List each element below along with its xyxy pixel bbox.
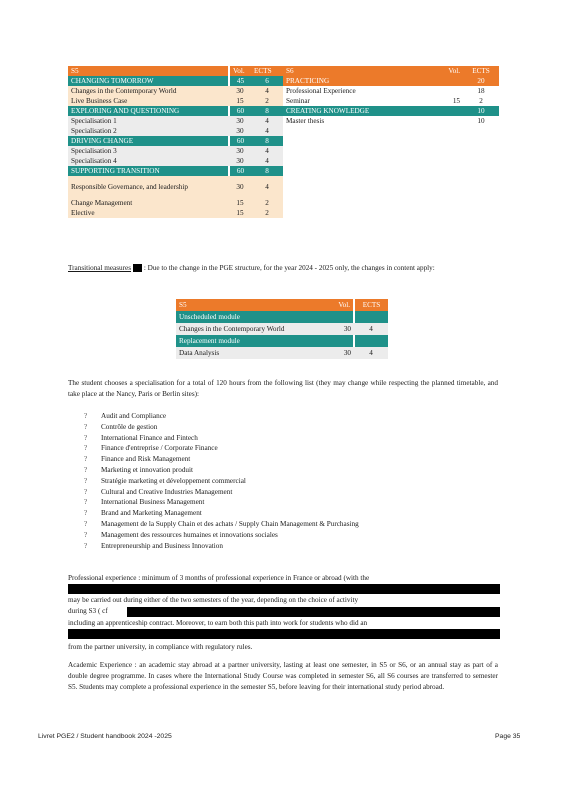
list-item: ? International Finance and Fintech: [84, 433, 198, 442]
course-label: Data Analysis: [176, 347, 326, 359]
course-vol: 15: [229, 198, 251, 208]
course-ects: 4: [251, 116, 283, 126]
replacement-table: [176, 299, 388, 359]
course-vol: 15: [229, 208, 251, 218]
bullet-icon: ?: [84, 422, 88, 431]
list-item: ? Management des ressources humaines et innovations sociales: [84, 530, 278, 539]
bullet-icon: ?: [84, 433, 88, 442]
block-title: CHANGING TOMORROW: [68, 76, 229, 86]
course-label: Changes in the Contemporary World: [176, 323, 326, 335]
course-label: Elective: [68, 208, 229, 218]
table-row: [68, 126, 499, 136]
course-vol: 30: [229, 146, 251, 156]
list-item: ? Stratégie marketing et développement commercial: [84, 476, 246, 485]
bullet-icon: ?: [84, 519, 88, 528]
course-label-s6: Master thesis: [283, 116, 441, 126]
transitional-paragraph: [68, 263, 498, 274]
course-label: Changes in the Contemporary World: [68, 86, 229, 96]
exploring-questioning-row: [68, 106, 499, 116]
course-label: Specialisation 4: [68, 156, 229, 166]
list-item: ? Marketing et innovation produit: [84, 465, 194, 474]
page-number: Page 35: [495, 733, 521, 740]
s6-vol-header: Vol.: [441, 66, 463, 76]
academic-paragraph: Academic Experience : an academic stay abroad at a partner university, lasting at least one semester, in S5 or S6, or an annual stay as part of a double degree programme. In cases where the International Study Course was completed in semester S6, all S6 courses are transferred to semester S5. Students may complete a professional experience in the semester S5, before leaving for their international study period abroad.: [68, 661, 498, 691]
course-label-s6: Seminar: [283, 96, 441, 106]
block-vol: 60: [229, 166, 251, 176]
vol-header: Vol.: [229, 66, 251, 76]
curriculum-table: [68, 66, 499, 218]
ects-header: ECTS: [251, 66, 283, 76]
footer-title: Livret PGE2 / Student handbook 2024 -2025: [38, 733, 172, 740]
course-ects: 4: [251, 156, 283, 166]
s5-header: S5: [68, 66, 229, 76]
course-ects: 2: [251, 198, 283, 208]
table-row: [68, 146, 499, 156]
list-item: ? Finance d'entreprise / Corporate Finance: [84, 444, 218, 453]
table-row: [68, 198, 499, 208]
small-vol-header: Vol.: [326, 299, 354, 311]
block-title: EXPLORING AND QUESTIONING: [68, 106, 229, 116]
professional-line-3: during S3 ( cf: [68, 607, 108, 615]
s6-ects-header: ECTS: [463, 66, 499, 76]
list-item: ? Cultural and Creative Industries Management: [84, 487, 233, 496]
professional-line-5: from the partner university, in compliance with regulatory rules.: [68, 643, 253, 651]
list-item: ? Management de la Supply Chain et des achats / Supply Chain Management & Purchasing: [84, 519, 359, 528]
block-ects: 8: [251, 106, 283, 116]
table-row: [68, 86, 499, 96]
list-item: ? Audit and Compliance: [84, 412, 167, 420]
block-title-s6: PRACTICING: [283, 76, 441, 86]
block-ects-s6: 10: [463, 106, 499, 116]
course-ects-s6: 2: [463, 96, 499, 106]
course-vol-s6: 15: [441, 96, 463, 106]
course-ects: 2: [251, 208, 283, 218]
redacted-bar: [68, 584, 500, 594]
table-row: [68, 176, 499, 198]
transitional-title: Transitional measures: [68, 264, 132, 272]
course-vol: 15: [229, 96, 251, 106]
course-ects: 2: [251, 96, 283, 106]
course-ects: 4: [251, 146, 283, 156]
block-title: DRIVING CHANGE: [68, 136, 229, 146]
small-ects-header: ECTS: [354, 299, 388, 311]
transitional-text: : Due to the change in the PGE structure, for the year 2024 - 2025 only, the changes in content apply:: [143, 264, 435, 272]
list-item: ? Contrôle de gestion: [84, 422, 158, 431]
block-title: SUPPORTING TRANSITION: [68, 166, 229, 176]
bullet-icon: ?: [84, 476, 88, 485]
table-row: [68, 156, 499, 166]
course-label: Specialisation 2: [68, 126, 229, 136]
course-vol: 30: [229, 126, 251, 136]
block-title-s6: CREATING KNOWLEDGE: [283, 106, 441, 116]
course-ects: 4: [354, 323, 388, 335]
course-ects-s6: 18: [463, 86, 499, 96]
course-label: Specialisation 1: [68, 116, 229, 126]
bullet-icon: ?: [84, 509, 88, 518]
list-item: ? Brand and Marketing Management: [84, 509, 202, 518]
bullet-icon: ?: [84, 487, 88, 496]
bullet-icon: ?: [84, 530, 88, 539]
list-item: ? International Business Management: [84, 498, 205, 507]
professional-line-1: Professional experience : minimum of 3 months of professional experience in France or abroad (with the: [68, 574, 370, 582]
course-vol: 30: [229, 156, 251, 166]
block-ects: 6: [251, 76, 283, 86]
course-label: Live Business Case: [68, 96, 229, 106]
bullet-icon: ?: [84, 444, 88, 453]
table-row: [68, 116, 499, 126]
table-header-row: [68, 66, 499, 76]
table-row: [68, 208, 499, 218]
unscheduled-module-label: Unscheduled module: [176, 311, 326, 323]
course-ects: 4: [251, 176, 283, 198]
course-label: Specialisation 3: [68, 146, 229, 156]
redaction-mark: [133, 264, 142, 272]
professional-line-2: may be carried out during either of the two semesters of the year, depending on the choice of activity: [68, 596, 359, 604]
specialisation-paragraph: The student chooses a specialisation for a total of 120 hours from the following list (they may change while respecting the planned timetable, and take place at the Nancy, Paris or Berlin sites):: [68, 379, 498, 398]
course-ects: 4: [251, 86, 283, 96]
course-ects: 4: [354, 347, 388, 359]
replacement-module-label: Replacement module: [176, 335, 326, 347]
course-label: Responsible Governance, and leadership: [68, 176, 229, 198]
list-item: ? Finance and Risk Management: [84, 455, 191, 464]
driving-change-row: [68, 136, 499, 146]
course-ects-s6: 10: [463, 116, 499, 126]
bullet-icon: ?: [84, 455, 88, 464]
s6-header: S6: [283, 66, 441, 76]
redacted-bar: [127, 607, 500, 617]
list-item: ? Entrepreneurship and Business Innovation: [84, 541, 223, 550]
changing-tomorrow-row: [68, 76, 499, 86]
small-s5-header: S5: [176, 299, 326, 311]
course-label-s6: Professional Experience: [283, 86, 441, 96]
course-vol: 30: [326, 347, 354, 359]
block-vol: 45: [229, 76, 251, 86]
bullet-icon: ?: [84, 412, 88, 420]
specialisation-list: [84, 411, 359, 551]
supporting-transition-row: [68, 166, 499, 176]
course-vol: 30: [326, 323, 354, 335]
course-vol: 30: [229, 116, 251, 126]
course-ects: 4: [251, 126, 283, 136]
block-ects: 8: [251, 136, 283, 146]
course-label: Change Management: [68, 198, 229, 208]
block-vol: 60: [229, 136, 251, 146]
block-vol: 60: [229, 106, 251, 116]
bullet-icon: ?: [84, 465, 88, 474]
professional-line-4: including an apprenticeship contract. Moreover, to earn both this path into work for students who did an: [68, 619, 368, 627]
block-ects: 8: [251, 166, 283, 176]
table-row: [68, 96, 499, 106]
bullet-icon: ?: [84, 498, 88, 507]
redacted-bar: [68, 629, 500, 639]
course-vol: 30: [229, 176, 251, 198]
block-ects-s6: 20: [463, 76, 499, 86]
bullet-icon: ?: [84, 541, 88, 550]
course-vol: 30: [229, 86, 251, 96]
